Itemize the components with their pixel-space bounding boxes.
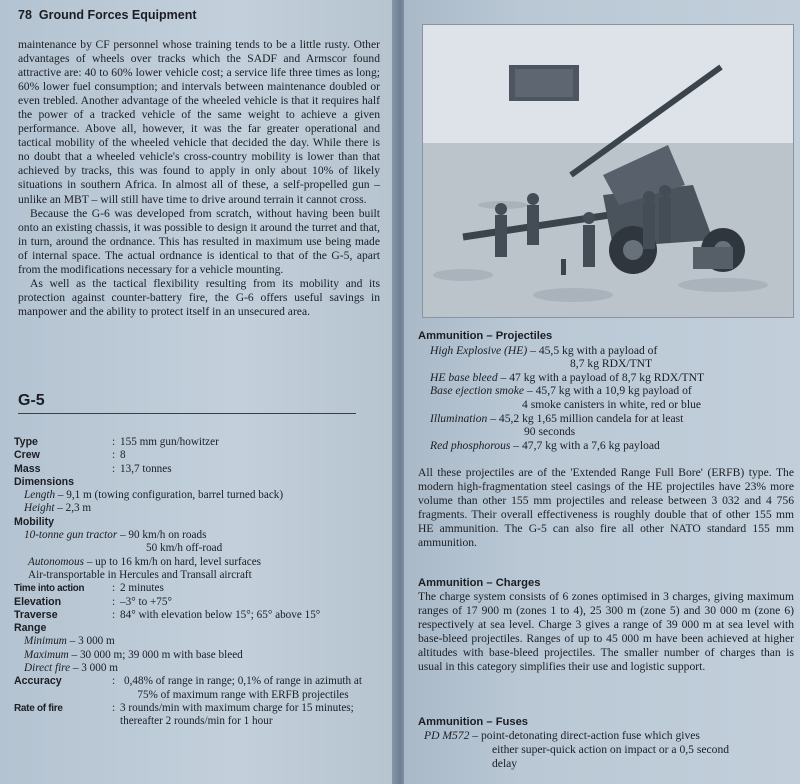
spec-row-range xyxy=(14,622,384,635)
section-rule xyxy=(18,413,356,414)
spec-value: –3° to +75° xyxy=(120,595,172,608)
spec-row-dimensions xyxy=(14,476,384,489)
charges-section xyxy=(418,576,794,674)
spec-sub-air: Air-transportable in Hercules and Transall aircraft xyxy=(28,568,252,581)
spec-value: 8 xyxy=(120,449,126,462)
paragraph: As well as the tactical flexibility resulting from its mobility and its protection against counter-battery fire, the G-6 offers useful savings in manpower and the ability to protect itself in an unsecured area. xyxy=(18,276,380,318)
paragraph: maintenance by CF personnel whose training tends to be a little rusty. Other advantages of wheels over tracks which the SADF and Armscor found attractive are: 40 to 60% lower vehicle cost; a service life three times as long; 60% lower fuel consumption; and intervals between maintenance doubled or even trebled. Another advantage of the wheeled vehicle is that it requires half the power of a tracked vehicle of the same weight to achieve a given performance. Above all, however, it was the far greater operational and tactical mobility of the wheeled vehicle that decided the day. While there is no doubt that a wheeled vehicle's cross-country mobility is lower than that achieved by tracks, this was found to apply in only about 10% of likely situations in southern Africa. In almost all of these, a self-propelled gun – unlike an MBT – will still have time to drive around terrain it cannot cross. xyxy=(18,38,380,206)
page-number: 78 xyxy=(18,8,32,22)
spec-sub-max: Maximum – 30 000 m; 39 000 m with base bleed xyxy=(24,648,243,661)
projectiles-section xyxy=(418,330,794,452)
body-text xyxy=(18,38,380,319)
spec-sub-length: Length – 9,1 m (towing configuration, barrel turned back) xyxy=(24,489,284,502)
spec-label: Accuracy xyxy=(14,675,62,688)
spec-label: Type xyxy=(14,436,38,448)
spec-row-type: Type : 155 mm gun/howitzer xyxy=(14,436,384,449)
fuses-heading: Ammunition – Fuses xyxy=(418,716,529,728)
spec-row-crew: Crew : 8 xyxy=(14,449,384,462)
spec-label: Mobility xyxy=(14,515,55,528)
spec-label: Time into action xyxy=(14,583,85,595)
charges-text: The charge system consists of 6 zones optimised in 3 charges, giving maximum ranges of 17 900 m (zones 1 to 4), 25 300 m (zone 5) and 30 000 m (zone 6) respectively at sea level. Charge 3 gives a range of 39 000 m at sea level with base-bleed projectiles. Ranges of up to 45 000 m have been achieved at higher altitudes with base-bleed projectiles. The smaller number of charges than is usual in this category simplifies their use and logistic support. xyxy=(418,590,794,673)
fuse-pd-2: either super-quick action on impact or a 0,5 second xyxy=(492,743,730,756)
charges-heading: Ammunition – Charges xyxy=(418,577,541,589)
spec-table xyxy=(14,436,384,729)
spec-row-elevation: Elevation : –3° to +75° xyxy=(14,596,384,609)
spec-sub-min: Minimum – 3 000 m xyxy=(24,635,115,648)
spec-sub-height: Height – 2,3 m xyxy=(24,502,92,515)
fuse-pd: PD M572 – point-detonating direct-action fuse which gives xyxy=(424,729,700,742)
fuses-section xyxy=(418,715,794,771)
spec-sub-autonomous: Autonomous – up to 16 km/h on hard, level surfaces xyxy=(28,555,262,568)
projectile-be: Base ejection smoke – 45,7 kg with a 10,9 kg payload of xyxy=(430,384,692,398)
spec-label: Traverse xyxy=(14,608,58,621)
spec-label: Crew xyxy=(14,449,40,462)
projectile-he-2: 8,7 kg RDX/TNT xyxy=(570,357,653,371)
running-header xyxy=(18,8,197,22)
spec-value: 0,48% of range in range; 0,1% of range in azimuth at 75% of maximum range with ERFB projectiles xyxy=(124,675,362,701)
projectile-rp: Red phosphorous – 47,7 kg with a 7,6 kg payload xyxy=(430,438,660,452)
spec-row-time: Time into action : 2 minutes xyxy=(14,582,384,595)
spec-value: 155 mm gun/howitzer xyxy=(120,436,219,448)
spec-value: 13,7 tonnes xyxy=(120,462,172,475)
section-title: G-5 xyxy=(18,392,45,409)
projectiles-heading: Ammunition – Projectiles xyxy=(418,330,553,342)
projectile-il-2: 90 seconds xyxy=(524,425,576,439)
spec-row-accuracy: Accuracy : 0,48% of range in range; 0,1% of range in azimuth at 75% of maximum range with ERFB projectiles xyxy=(14,675,384,702)
spec-value: 2 minutes xyxy=(120,582,164,595)
howitzer-photo xyxy=(422,24,794,318)
projectile-il: Illumination – 45,2 kg 1,65 million candela for at least xyxy=(430,411,684,425)
spec-row-mass: Mass : 13,7 tonnes xyxy=(14,463,384,476)
left-page xyxy=(0,0,396,784)
running-title: Ground Forces Equipment xyxy=(38,8,197,22)
right-page xyxy=(404,0,800,784)
spec-label: Mass xyxy=(14,462,41,475)
spec-label: Range xyxy=(14,622,47,635)
howitzer-illustration xyxy=(423,25,793,317)
projectile-be-2: 4 smoke canisters in white, red or blue xyxy=(522,397,702,411)
projectile-he: High Explosive (HE) – 45,5 kg with a payload of xyxy=(430,343,658,357)
spec-sub-direct: Direct fire – 3 000 m xyxy=(24,662,118,675)
spec-sub-tractor: 10-tonne gun tractor – 90 km/h on roads xyxy=(24,529,207,542)
spec-row-traverse: Traverse : 84° with elevation below 15°; 65° above 15° xyxy=(14,609,384,622)
spec-value: 84° with elevation below 15°; 65° above 15° xyxy=(120,608,321,621)
spec-sub-tractor-2: 50 km/h off-road xyxy=(146,542,223,555)
erfb-paragraph: All these projectiles are of the 'Extended Range Full Bore' (ERFB) type. The modern high-fragmentation steel casings of the HE projectiles have 23% more volume than other 155 mm projectiles and release between 3 032 and 4 756 fragments. Their overall effectiveness is roughly double that of other 155 mm HE ammunition. The G-5 can also fire all other NATO standard 155 mm ammunition. xyxy=(418,466,794,549)
projectile-bb: HE base bleed – 47 kg with a payload of 8,7 kg RDX/TNT xyxy=(430,370,705,384)
spec-value: 3 rounds/min with maximum charge for 15 minutes; thereafter 2 rounds/min for 1 hour xyxy=(120,701,354,728)
spec-label: Elevation xyxy=(14,595,62,608)
paragraph: Because the G-6 was developed from scratch, without having been built onto an existing chassis, it was possible to design it around the turret and that, in turn, around the ordnance. This has resulted in maximum use being made of internal space. The actual ordnance is identical to that of the G-5, apart from the modifications necessary for a vehicle mounting. xyxy=(18,206,380,276)
spec-row-mobility xyxy=(14,516,384,529)
fuse-pd-3: delay xyxy=(492,757,518,770)
spec-row-rate: Rate of fire : 3 rounds/min with maximum charge for 15 minutes; thereafter 2 rounds/min for 1 hour xyxy=(14,702,384,729)
spec-label: Dimensions xyxy=(14,475,75,488)
spec-label: Rate of fire xyxy=(14,702,63,714)
